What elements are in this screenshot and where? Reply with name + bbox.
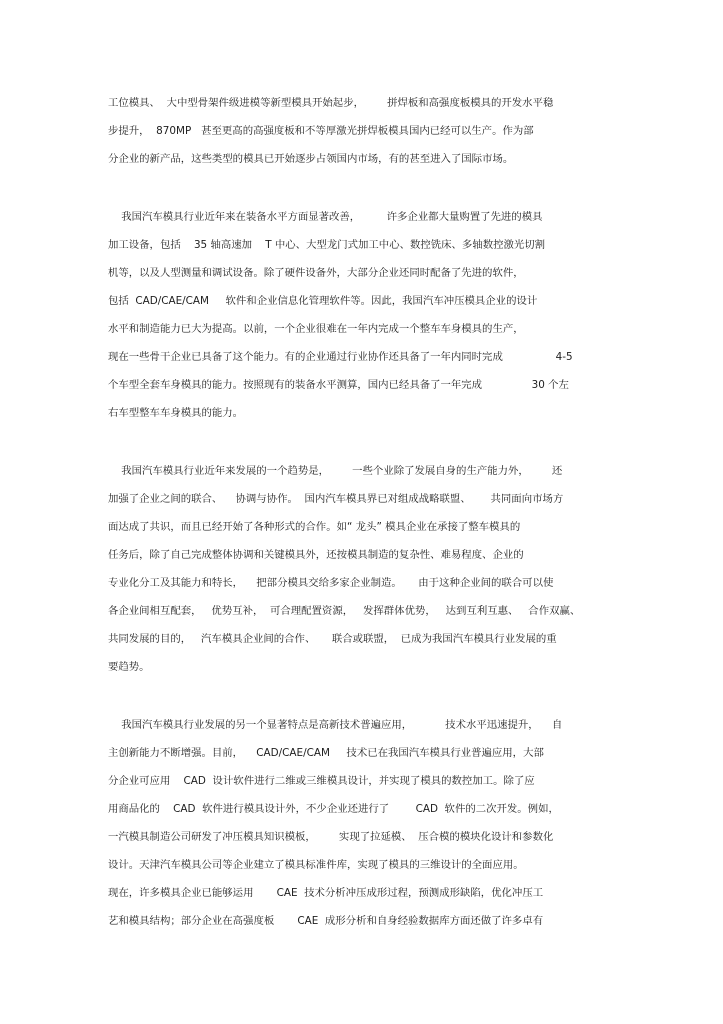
text-line: 设计。天津汽车模具公司等企业建立了模具标准件库，实现了模具的三维设计的全面应用。: [108, 859, 524, 871]
text-line: 我国汽车模具行业发展的另一个显著特点是高新技术普遍应用， 技术水平迅速提升， 自: [108, 719, 563, 731]
text-line: 现在，许多模具企业已能够运用 CAE 技术分析冲压成形过程，预测成形缺陷，优化冲压工: [108, 887, 544, 899]
text-line: 个车型全套车身模具的能力。按照现有的装备水平测算，国内已经具备了一年完成 30 个左: [108, 379, 569, 391]
text-line: 我国汽车模具行业近年来在装备水平方面显著改善， 许多企业都大量购置了先进的模具: [108, 211, 543, 223]
text-line: 分企业可应用 CAD 设计软件进行二维或三维模具设计，并实现了模具的数控加工。除了应: [108, 775, 535, 787]
text-line: 要趋势。: [108, 661, 150, 673]
text-line: 艺和模具结构；部分企业在高强度板 CAE 成形分析和自身经验数据库方面还做了许多卓有: [108, 915, 544, 927]
text-line: 右车型整车车身模具的能力。: [108, 407, 244, 419]
text-line: 步提升， 870MP 甚至更高的高强度板和不等厚激光拼焊板模具国内已经可以生产。作为部: [108, 125, 534, 137]
text-line: 我国汽车模具行业近年来发展的一个趋势是， 一些个业除了发展自身的生产能力外， 还: [108, 465, 563, 477]
text-line: 共同发展的目的， 汽车模具企业间的合作、 联合或联盟， 已成为我国汽车模具行业发展的重: [108, 633, 557, 645]
text-line: 加强了企业之间的联合、 协调与协作。 国内汽车模具界已对组成战略联盟、 共同面向市场方: [108, 493, 564, 505]
text-line: 水平和制造能力已大为提高。以前，一个企业很难在一年内完成一个整车车身模具的生产，: [108, 323, 524, 335]
text-line: 现在一些骨干企业已具备了这个能力。有的企业通过行业协作还具备了一年内同时完成 4-5: [108, 351, 573, 363]
text-line: 加工设备，包括 35 轴高速加 T 中心、大型龙门式加工中心、数控铣床、多轴数控激光切割: [108, 239, 546, 251]
text-line: 机等，以及人型测量和调试设备。除了硬件设备外，大部分企业还同时配备了先进的软件，: [108, 267, 524, 279]
text-line: 分企业的新产品，这些类型的模具已开始逐步占领国内市场，有的甚至进入了国际市场。: [108, 153, 514, 165]
text-line: 面达成了共识，而且已经开始了各种形式的合作。如“ 龙头” 模具企业在承接了整车模具的: [108, 521, 521, 533]
text-line: 专业化分工及其能力和特长， 把部分模具交给多家企业制造。 由于这种企业间的联合可以使: [108, 577, 554, 589]
text-line: 主创新能力不断增强。目前， CAD/CAE/CAM 技术已在我国汽车模具行业普遍应用，大部: [108, 747, 544, 759]
text-line: 工位模具、 大中型骨架件级进模等新型模具开始起步， 拼焊板和高强度板模具的开发水平稳: [108, 97, 554, 109]
text-line: 一汽模具制造公司研发了冲压模具知识模板， 实现了拉延模、 压合模的模块化设计和参数化: [108, 831, 554, 843]
text-line: 包括 CAD/CAE/CAM 软件和企业信息化管理软件等。因此，我国汽车冲压模具企业的设计: [108, 295, 538, 307]
text-line: 各企业间相互配套， 优势互补， 可合理配置资源， 发挥群体优势， 达到互利互惠、 合作双赢、: [108, 605, 581, 617]
text-line: 用商品化的 CAD 软件进行模具设计外，不少企业还进行了 CAD 软件的二次开发。例如，: [108, 803, 559, 815]
text-line: 任务后，除了自己完成整体协调和关键模具外，还按模具制造的复杂性、难易程度、企业的: [108, 549, 524, 561]
